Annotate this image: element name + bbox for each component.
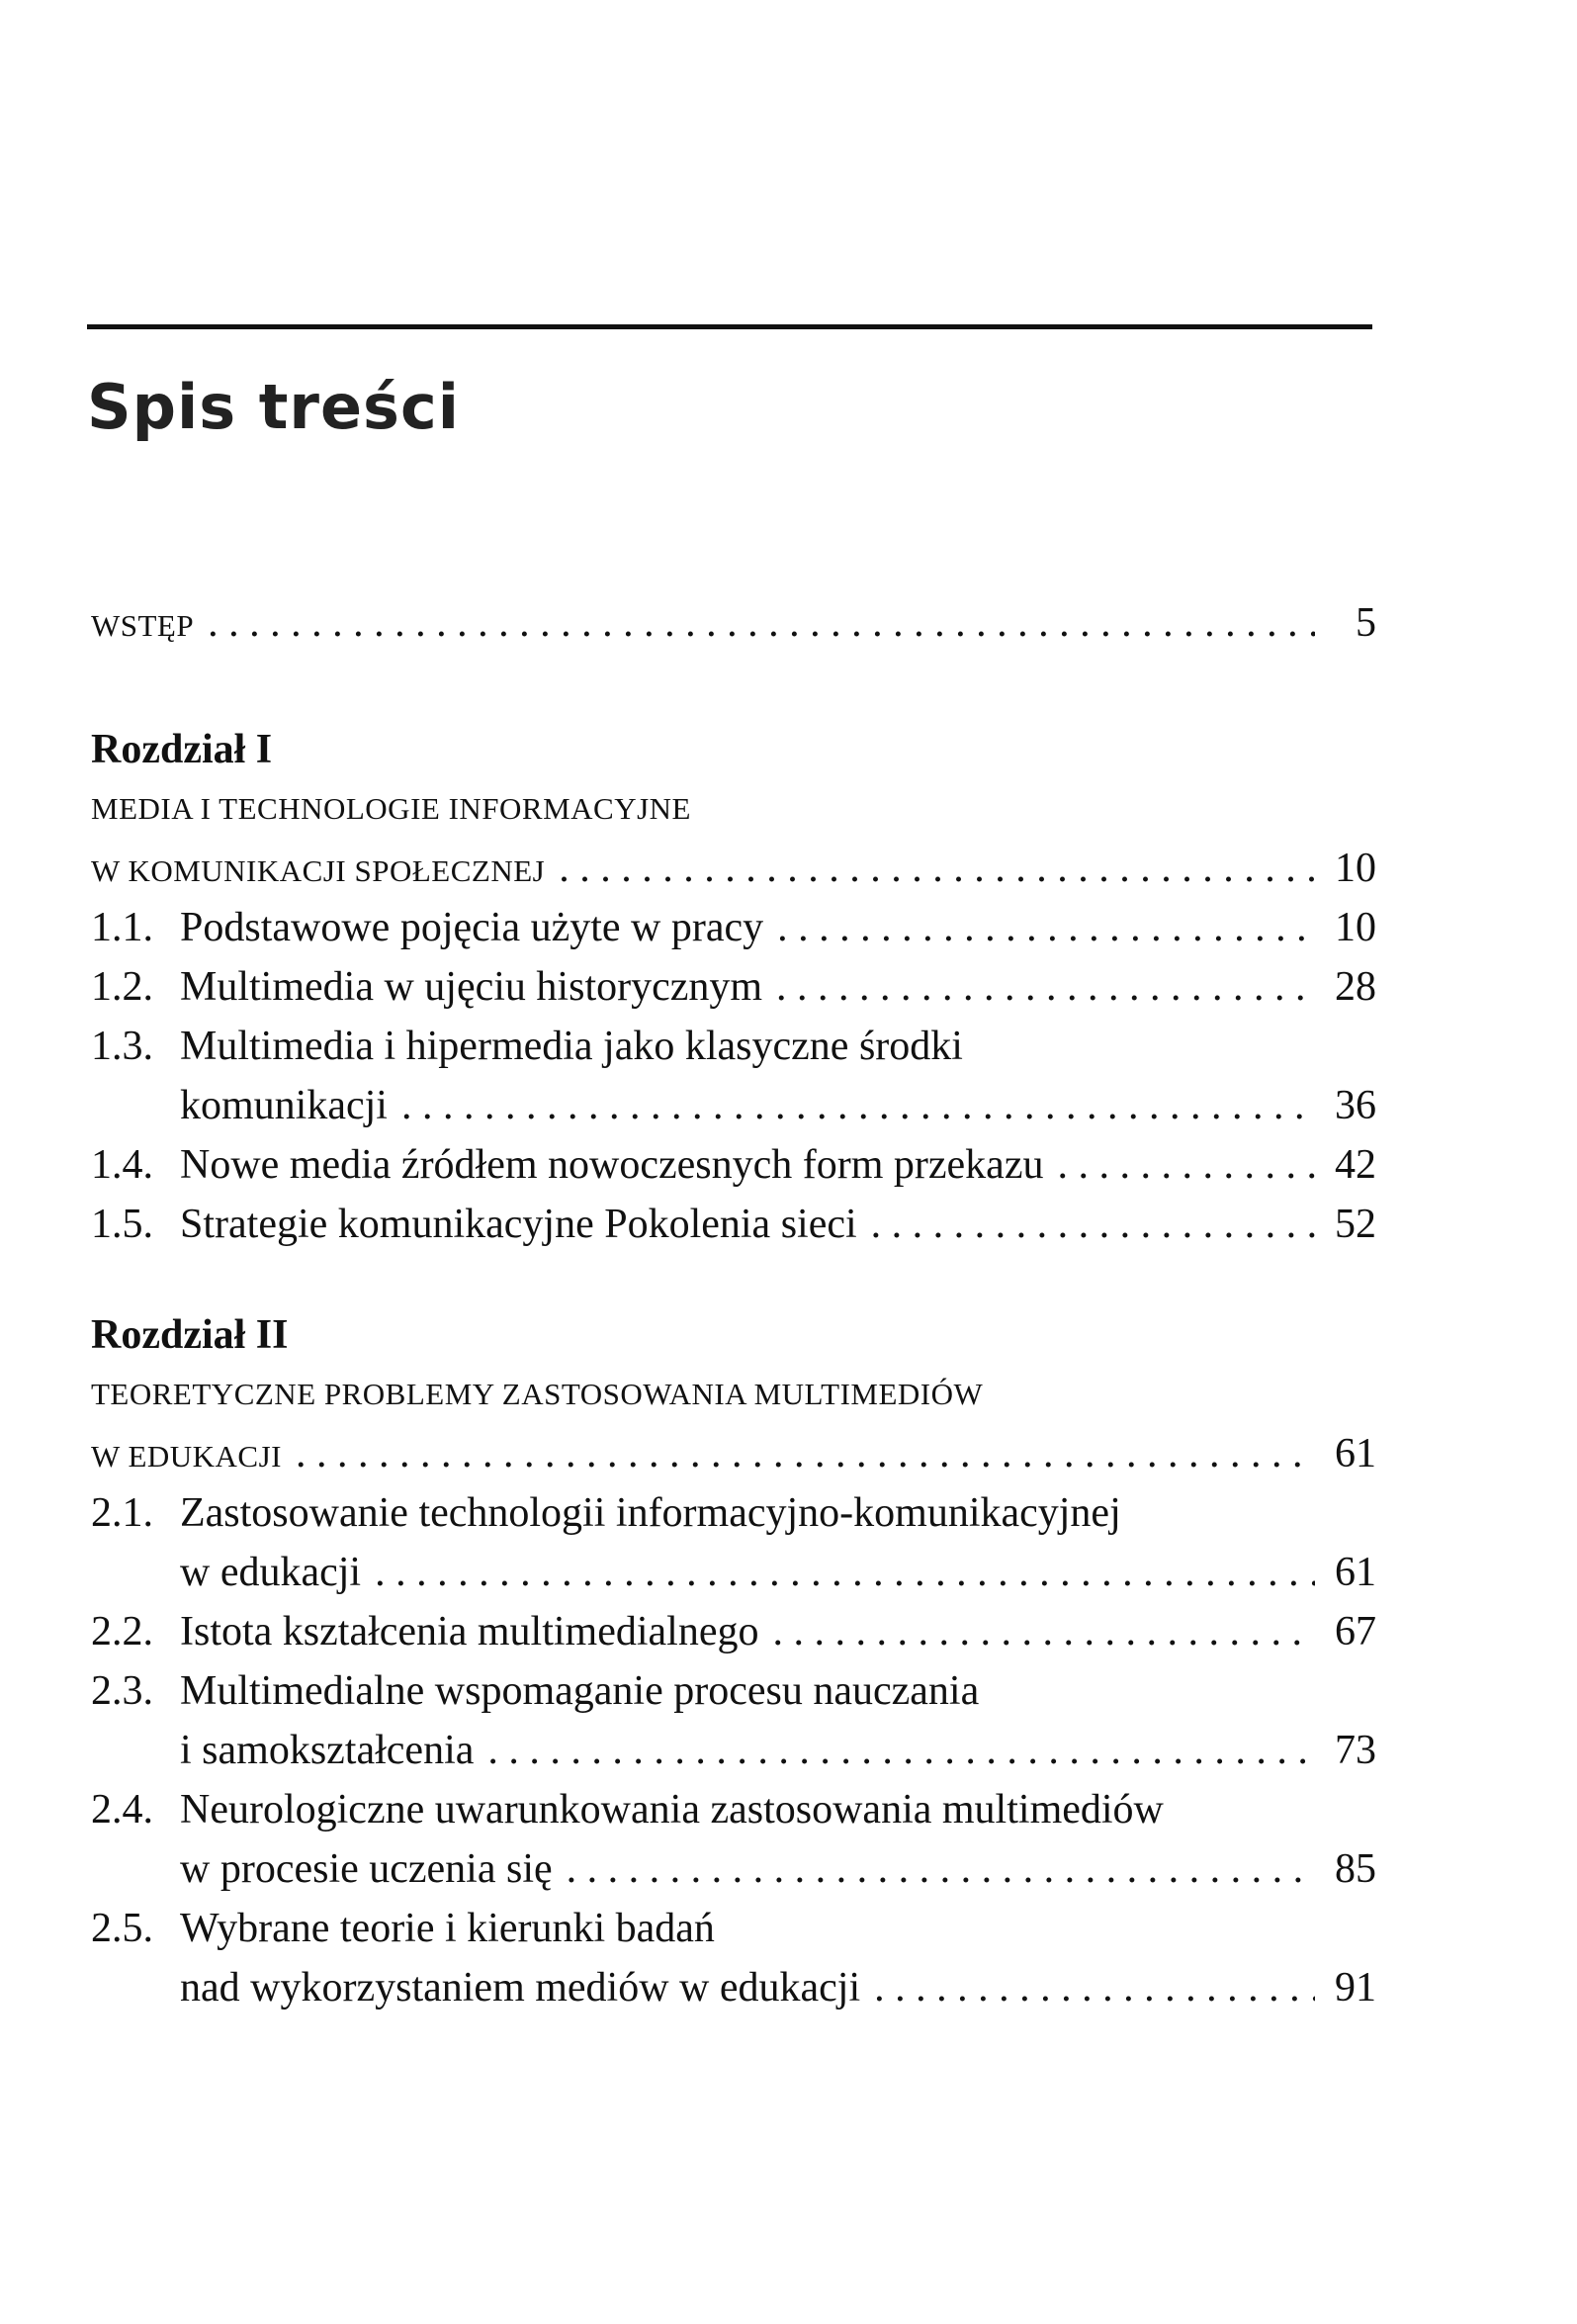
toc-page-number: 67 <box>1335 1609 1376 1654</box>
toc-entry-label: Strategie komunikacyjne Pokolenia sieci <box>180 1202 857 1247</box>
toc-entry-section <box>91 1602 1376 1661</box>
toc-entry-label: i samokształcenia <box>180 1728 475 1773</box>
toc-entry-section <box>91 957 1376 1017</box>
top-rule <box>87 324 1372 329</box>
toc-page-number: 61 <box>1335 1550 1376 1595</box>
section-title-first-line: Multimedia i hipermedia jako klasyczne środki <box>180 1024 963 1069</box>
section-number: 1.2. <box>91 964 153 1010</box>
toc-entry-chapter-title <box>91 1424 1376 1483</box>
toc-entry-label: komunikacji <box>180 1083 388 1128</box>
dot-leader <box>776 957 1315 1017</box>
section-title-first-line: Neurologiczne uwarunkowania zastosowania multimediów <box>180 1787 1164 1832</box>
toc-entry-label: Podstawowe pojęcia użyte w pracy <box>180 905 764 950</box>
toc-entry-label: W KOMUNIKACJI SPOŁECZNEJ <box>91 853 546 888</box>
toc-page-number: 73 <box>1335 1728 1376 1773</box>
toc-entry-section <box>91 1135 1376 1195</box>
toc-page-number: 42 <box>1335 1142 1376 1188</box>
toc-entry-intro <box>91 593 1376 653</box>
section-title-line <box>91 1780 1164 1839</box>
dot-leader <box>874 1958 1315 2017</box>
toc-page-number: 52 <box>1335 1202 1376 1247</box>
chapter-heading: Rozdział I <box>91 727 273 772</box>
dot-leader <box>871 1195 1315 1254</box>
toc-entry-section <box>91 1195 1376 1254</box>
dot-leader <box>559 839 1315 898</box>
section-number: 1.5. <box>91 1202 153 1247</box>
toc-entry-label: w procesie uczenia się <box>180 1846 553 1892</box>
toc-page-number: 85 <box>1335 1846 1376 1892</box>
section-number: 2.3. <box>91 1668 153 1714</box>
toc-entry-chapter-title <box>91 839 1376 898</box>
toc-entry-section <box>180 1839 1376 1899</box>
toc-entry-section <box>180 1543 1376 1602</box>
toc-entry-label: Multimedia w ujęciu historycznym <box>180 964 763 1010</box>
page-title: Spis treści <box>87 371 460 443</box>
section-title-first-line: Wybrane teorie i kierunki badań <box>180 1906 715 1951</box>
toc-page-number: 91 <box>1335 1965 1376 2011</box>
section-number: 2.5. <box>91 1906 153 1951</box>
toc-entry-label: w edukacji <box>180 1550 362 1595</box>
toc-entry-label: Nowe media źródłem nowoczesnych form przekazu <box>180 1142 1044 1188</box>
toc-page-number: 36 <box>1335 1083 1376 1128</box>
section-number: 2.2. <box>91 1609 153 1654</box>
dot-leader <box>375 1543 1315 1602</box>
dot-leader <box>772 1602 1315 1661</box>
section-title-line <box>91 1661 979 1721</box>
section-title-first-line: Zastosowanie technologii informacyjno-komunikacyjnej <box>180 1490 1121 1536</box>
dot-leader <box>296 1424 1315 1483</box>
section-number: 1.4. <box>91 1142 153 1188</box>
toc-entry-section <box>180 1721 1376 1780</box>
toc-entry-label: WSTĘP <box>91 608 195 643</box>
toc-page-number: 10 <box>1335 905 1376 950</box>
chapter-heading: Rozdział II <box>91 1312 289 1358</box>
section-number: 2.4. <box>91 1787 153 1832</box>
section-title-line <box>91 1483 1121 1543</box>
dot-leader <box>208 593 1315 653</box>
dot-leader <box>567 1839 1315 1899</box>
section-title-first-line: Multimedialne wspomaganie procesu nauczania <box>180 1668 980 1714</box>
section-number: 1.3. <box>91 1024 153 1069</box>
toc-entry-section <box>91 898 1376 957</box>
toc-entry-label: W EDUKACJI <box>91 1439 282 1474</box>
toc-page-number: 5 <box>1356 600 1376 646</box>
toc-page-number: 10 <box>1335 846 1376 891</box>
section-title-line <box>91 1017 963 1076</box>
toc-entry-section <box>180 1076 1376 1135</box>
toc-entry-label: nad wykorzystaniem mediów w edukacji <box>180 1965 861 2011</box>
section-title-line <box>91 1899 715 1958</box>
dot-leader <box>1057 1135 1315 1195</box>
toc-entry-section <box>180 1958 1376 2017</box>
chapter-title-line: MEDIA I TECHNOLOGIE INFORMACYJNE <box>91 791 691 826</box>
dot-leader <box>777 898 1315 957</box>
toc-page-number: 61 <box>1335 1431 1376 1476</box>
section-number: 2.1. <box>91 1490 153 1536</box>
toc-page-number: 28 <box>1335 964 1376 1010</box>
toc-entry-label: Istota kształcenia multimedialnego <box>180 1609 759 1654</box>
section-number: 1.1. <box>91 905 153 950</box>
dot-leader <box>401 1076 1315 1135</box>
chapter-title-line: TEORETYCZNE PROBLEMY ZASTOSOWANIA MULTIMEDIÓW <box>91 1377 984 1411</box>
dot-leader <box>487 1721 1315 1780</box>
